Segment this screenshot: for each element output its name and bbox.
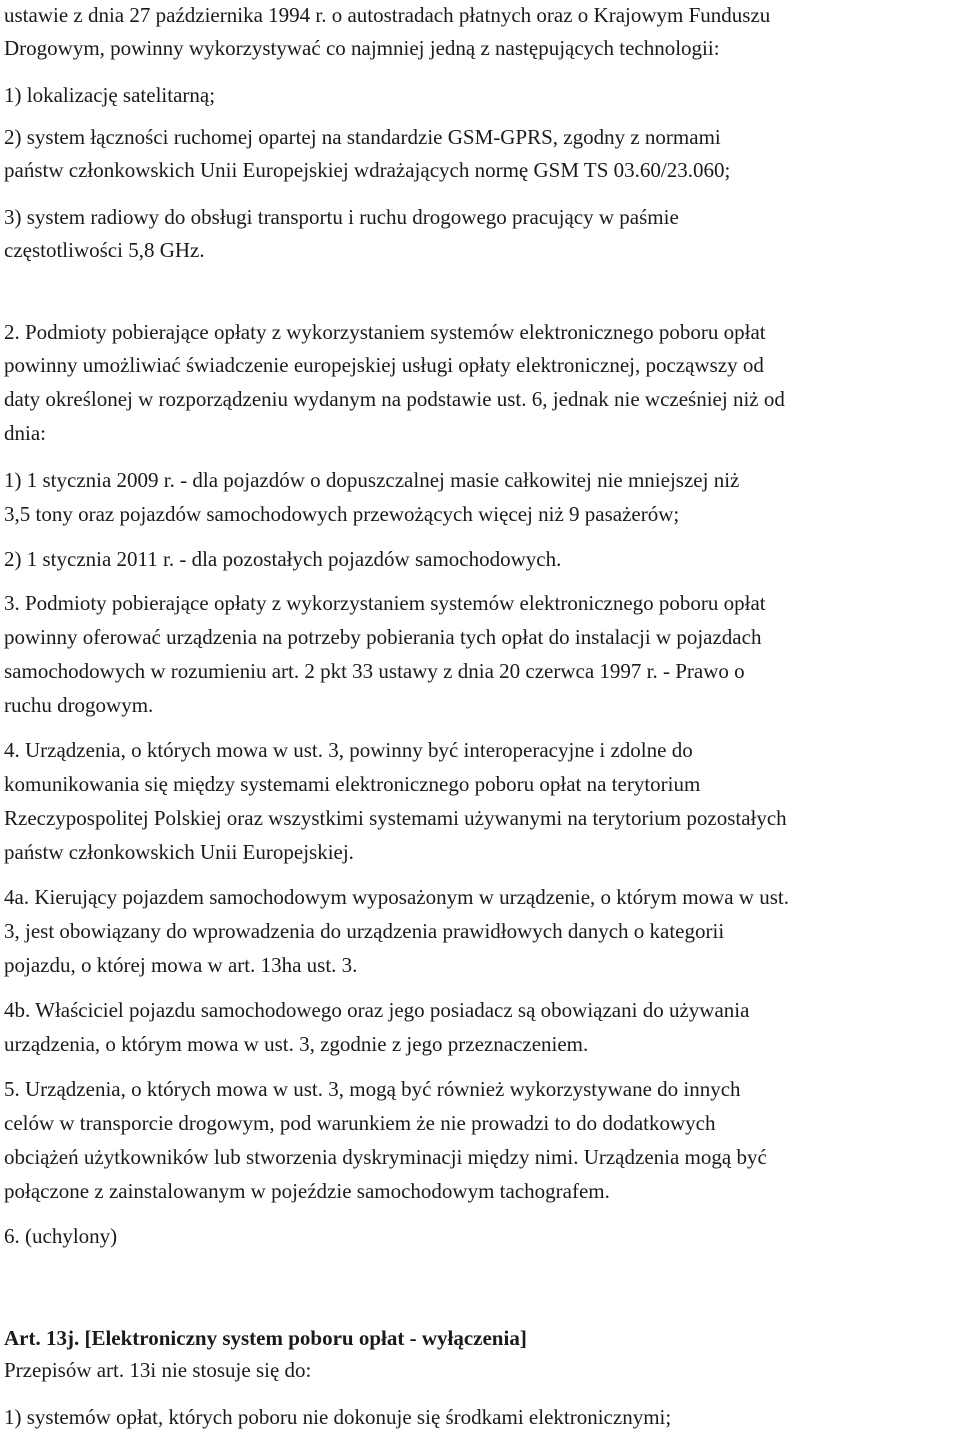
text-line: państw członkowskich Unii Europejskiej.	[4, 840, 354, 864]
text-line: pojazdu, o której mowa w art. 13ha ust. 3.	[4, 953, 358, 977]
text-line: Drogowym, powinny wykorzystywać co najmniej jedną z następujących technologii:	[4, 36, 720, 60]
list-item: 1) lokalizację satelitarną;	[4, 83, 216, 107]
text-line: 3, jest obowiązany do wprowadzenia do urządzenia prawidłowych danych o kategorii	[4, 919, 725, 943]
list-item: 2) 1 stycznia 2011 r. - dla pozostałych pojazdów samochodowych.	[4, 547, 562, 571]
text-line: połączone z zainstalowanym w pojeździe samochodowym tachografem.	[4, 1179, 610, 1203]
text-line: Rzeczypospolitej Polskiej oraz wszystkimi systemami używanymi na terytorium pozostałych	[4, 806, 787, 830]
text-line: częstotliwości 5,8 GHz.	[4, 238, 205, 262]
paragraph-4b: 4b. Właściciel pojazdu samochodowego oraz jego posiadacz są obowiązani do używania	[4, 998, 750, 1022]
article-heading: Art. 13j. [Elektroniczny system poboru opłat - wyłączenia]	[4, 1326, 527, 1350]
list-item: 1) systemów opłat, których poboru nie dokonuje się środkami elektronicznymi;	[4, 1405, 672, 1429]
list-item: 3) system radiowy do obsługi transportu i ruchu drogowego pracujący w paśmie	[4, 205, 679, 229]
list-item: 1) 1 stycznia 2009 r. - dla pojazdów o dopuszczalnej masie całkowitej nie mniejszej niż	[4, 468, 740, 492]
text-line: celów w transporcie drogowym, pod warunkiem że nie prowadzi to do dodatkowych	[4, 1111, 716, 1135]
article-intro: Przepisów art. 13i nie stosuje się do:	[4, 1358, 312, 1382]
paragraph-4: 4. Urządzenia, o których mowa w ust. 3, powinny być interoperacyjne i zdolne do	[4, 738, 693, 762]
text-line: 3,5 tony oraz pojazdów samochodowych przewożących więcej niż 9 pasażerów;	[4, 502, 680, 526]
paragraph-2: 2. Podmioty pobierające opłaty z wykorzystaniem systemów elektronicznego poboru opłat	[4, 320, 766, 344]
text-line: obciążeń użytkowników lub stworzenia dyskryminacji między nimi. Urządzenia mogą być	[4, 1145, 767, 1169]
text-line: ustawie z dnia 27 października 1994 r. o autostradach płatnych oraz o Krajowym Funduszu	[4, 3, 771, 27]
text-line: komunikowania się między systemami elektronicznego poboru opłat na terytorium	[4, 772, 701, 796]
text-line: państw członkowskich Unii Europejskiej wdrażających normę GSM TS 03.60/23.060;	[4, 158, 731, 182]
text-line: samochodowych w rozumieniu art. 2 pkt 33 ustawy z dnia 20 czerwca 1997 r. - Prawo o	[4, 659, 745, 683]
paragraph-5: 5. Urządzenia, o których mowa w ust. 3, mogą być również wykorzystywane do innych	[4, 1077, 741, 1101]
text-line: urządzenia, o którym mowa w ust. 3, zgodnie z jego przeznaczeniem.	[4, 1032, 589, 1056]
list-item: 2) system łączności ruchomej opartej na standardzie GSM-GPRS, zgodny z normami	[4, 125, 721, 149]
text-line: ruchu drogowym.	[4, 693, 154, 717]
paragraph-3: 3. Podmioty pobierające opłaty z wykorzystaniem systemów elektronicznego poboru opłat	[4, 591, 766, 615]
text-line: powinny umożliwiać świadczenie europejskiej usługi opłaty elektronicznej, począwszy od	[4, 353, 764, 377]
text-line: daty określonej w rozporządzeniu wydanym na podstawie ust. 6, jednak nie wcześniej niż od	[4, 387, 785, 411]
paragraph-6: 6. (uchylony)	[4, 1224, 118, 1248]
paragraph-4a: 4a. Kierujący pojazdem samochodowym wyposażonym w urządzenie, o którym mowa w ust.	[4, 885, 789, 909]
text-line: powinny oferować urządzenia na potrzeby pobierania tych opłat do instalacji w pojazdach	[4, 625, 762, 649]
text-line: dnia:	[4, 421, 46, 445]
